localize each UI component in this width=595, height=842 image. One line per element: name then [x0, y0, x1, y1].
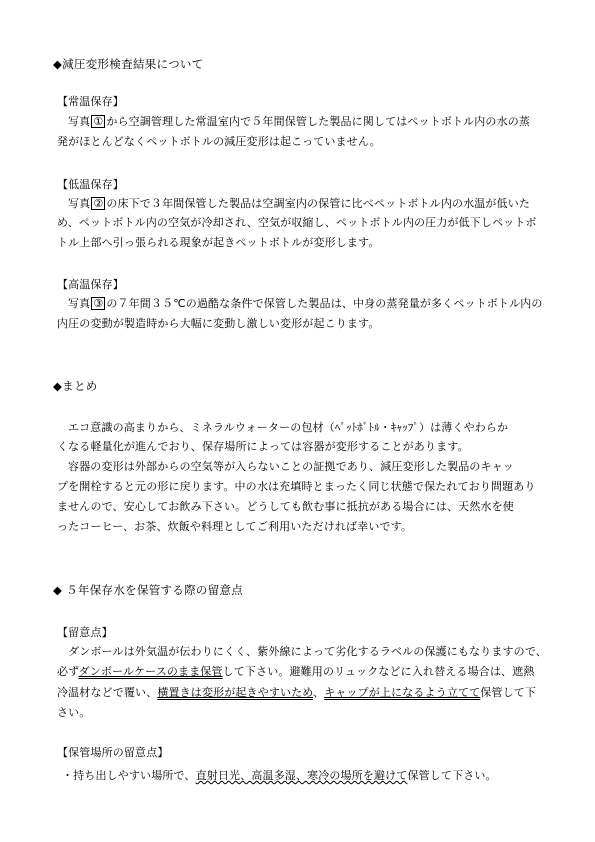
paragraph-normal-line-1: 写真 ① から空調管理した常温室内で５年間保管した製品に関してはペットボトル内の水の蒸	[68, 115, 531, 128]
storage-place-line-1: ・持ち出しやすい場所で、直射日光、高温多湿、寒冷の場所を避けて保管して下さい。	[62, 769, 497, 782]
photo-ref-1: ①	[93, 115, 104, 128]
section-heading-storage-notes: ◆ ５年保存水を保管する際の留意点	[53, 583, 244, 597]
paragraph-high-line-2: 内圧の変動が製造時から大幅に変動し激しい変形が起こります。	[57, 317, 380, 330]
summary-p2-line-2: プを開栓すると元の形に戻ります。中の水は充填時とまったく同じ状態で保たれており問題あり	[57, 480, 536, 493]
photo-ref-3: ③	[93, 297, 104, 310]
paragraph-normal-line-2: 発がほとんどなくペットボトルの減圧変形は起こっていません。	[57, 135, 381, 148]
emphasis-avoid-conditions: 直射日光、高温多湿、寒冷の場所を避けて	[195, 769, 408, 782]
paragraph-low-line-1: 写真 ② の床下で３年間保管した製品は空調室内の保管に比べペットボトル内の水温が低いた	[68, 197, 531, 210]
paragraph-high-line-1: 写真 ③ の７年間３５℃の過酷な条件で保管した製品は、中身の蒸発量が多くペットボトル内の	[68, 297, 543, 310]
emphasis-horizontal-deforms: 横置きは変形が起きやすいため	[157, 686, 314, 699]
label-low-storage: 【低温保存】	[57, 178, 124, 191]
summary-p2-line-4: ったコーヒー、お茶、炊飯や料理としてご利用いただければ幸いです。	[57, 520, 413, 533]
summary-p2-line-3: ませんので、安心してお飲み下さい。どうしても飲む事に抵抗がある場合には、天然水を使	[57, 500, 514, 513]
paragraph-low-line-3: トル上部へ引っ張られる現象が起きペットボトルが変形します。	[57, 236, 380, 249]
summary-p1-line-2: くなる軽量化が進んでおり、保存場所によっては容器が変形することがあります。	[57, 440, 469, 453]
emphasis-cap-up: キャップが上になるよう立てて	[324, 686, 481, 699]
attention-line-3: 冷温材などで覆い、横置きは変形が起きやすいため、キャップが上になるよう立てて保管して下	[57, 686, 537, 699]
attention-line-4: さい。	[57, 706, 91, 719]
label-storage-place: 【保管場所の留意点】	[57, 746, 169, 759]
summary-p2-line-1: 容器の変形は外部からの空気等が入らないことの証拠であり、減圧変形した製品のキャッ	[68, 460, 514, 473]
label-attention: 【留意点】	[57, 626, 113, 639]
section-heading-decompression: ◆減圧変形検査結果について	[53, 57, 204, 71]
photo-ref-2: ②	[93, 197, 104, 210]
section-heading-summary: ◆まとめ	[53, 379, 98, 393]
emphasis-keep-in-box: ダンボールケースのまま保管	[78, 665, 223, 678]
attention-line-2: 必ずダンボールケースのまま保管して下さい。避難用のリュックなどに入れ替える場合は、遮熱	[57, 665, 535, 678]
label-high-storage: 【高温保存】	[57, 278, 124, 291]
summary-p1-line-1: エコ意識の高まりから、ミネラルウォーターの包材（ﾍﾟｯﾄﾎﾞﾄﾙ・ｷｬｯﾌﾟ）は薄くやわらか	[68, 421, 509, 434]
label-normal-storage: 【常温保存】	[57, 95, 124, 108]
attention-line-1: ダンボールは外気温が伝わりにくく、紫外線によって劣化するラベルの保護にもなりますので、	[68, 645, 547, 658]
paragraph-low-line-2: め、ペットボトル内の空気が冷却され、空気が収縮し、ペットボトル内の圧力が低下しペットボ	[57, 216, 537, 229]
